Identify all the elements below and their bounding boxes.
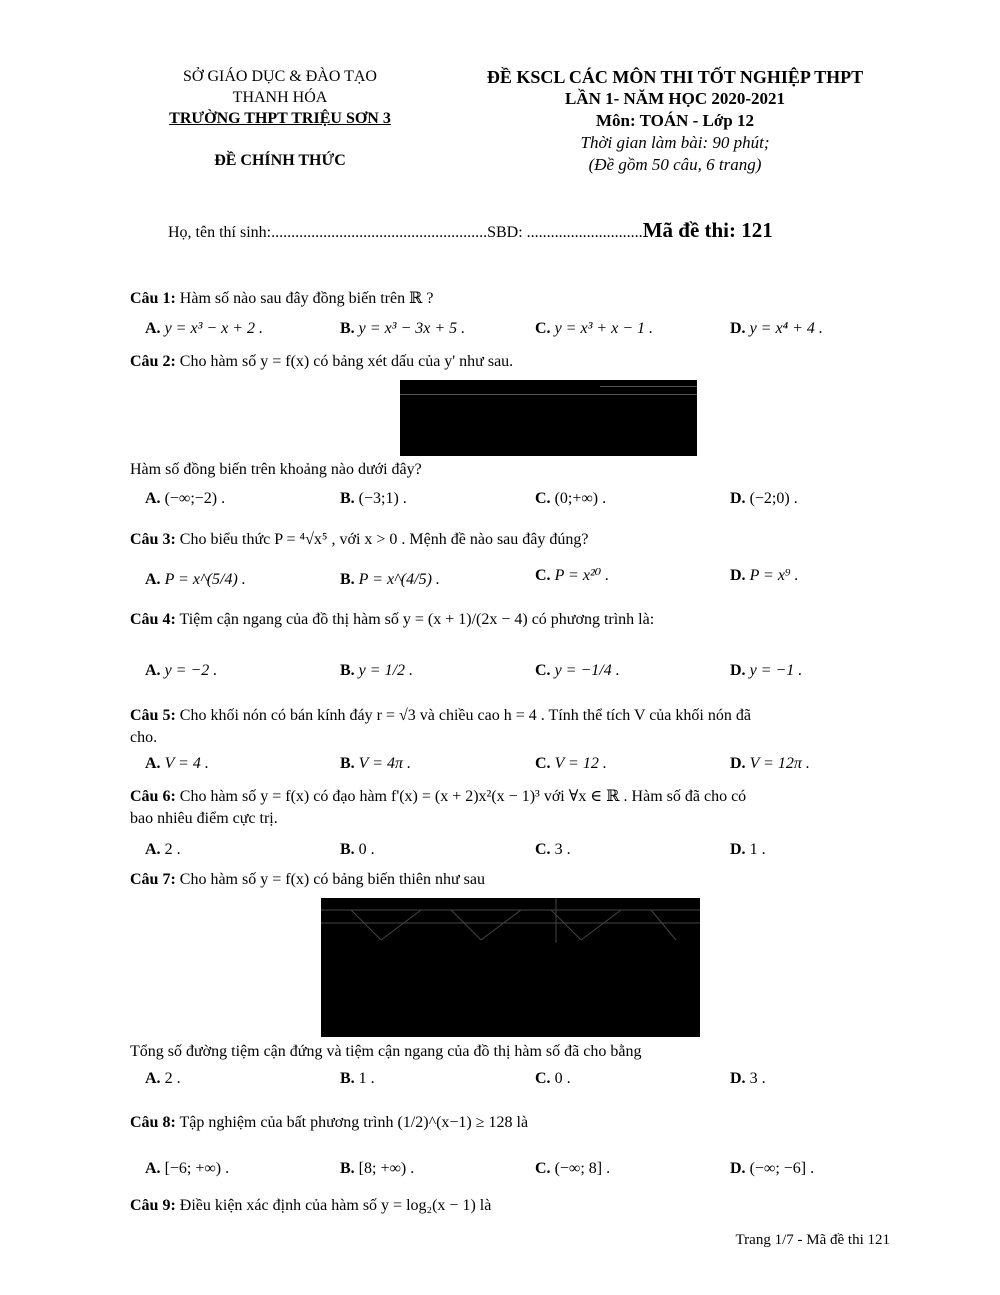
official-label: ĐỀ CHÍNH THỨC bbox=[214, 152, 346, 169]
q3-option-c: C. P = x²⁰ . bbox=[535, 567, 610, 584]
question-8 bbox=[130, 1112, 870, 1134]
variation-table-lines bbox=[321, 898, 700, 948]
q1-option-d: D. y = x⁴ + 4 . bbox=[730, 320, 823, 337]
dept-line1: SỞ GIÁO DỤC & ĐÀO TẠO bbox=[183, 68, 377, 85]
question-text: Cho khối nón có bán kính đáy r = √3 và chiều cao h = 4 . Tính thể tích V của khối nón đã bbox=[179, 707, 751, 724]
question-text: Điều kiện xác định của hàm số y = log₂(x − 1) là bbox=[179, 1197, 492, 1214]
exam-title: ĐỀ KSCL CÁC MÔN THI TỐT NGHIỆP THPT bbox=[486, 67, 864, 87]
q5-option-a: A. V = 4 . bbox=[145, 755, 209, 772]
header-right bbox=[450, 66, 900, 176]
q1-option-b: B. y = x³ − 3x + 5 . bbox=[340, 320, 466, 337]
question-text-cont: bao nhiêu điểm cực trị. bbox=[130, 810, 278, 827]
q4-option-c: C. y = −1/4 . bbox=[535, 662, 620, 679]
question-label: Câu 1: bbox=[130, 290, 176, 307]
exam-code: Mã đề thi: 121 bbox=[642, 218, 773, 242]
exam-subject: Môn: TOÁN - Lớp 12 bbox=[595, 111, 755, 130]
exam-page-count: (Đề gồm 50 câu, 6 trang) bbox=[588, 155, 762, 174]
question-text: Cho biểu thức P = ⁴√x⁵ , với x > 0 . Mệnh đề nào sau đây đúng? bbox=[179, 531, 589, 548]
question-7 bbox=[130, 869, 870, 891]
sign-table-image bbox=[400, 380, 697, 456]
q2-option-d: D. (−2;0) . bbox=[730, 490, 798, 507]
question-text: Tiệm cận ngang của đồ thị hàm số y = (x + 1)/(2x − 4) có phương trình là: bbox=[179, 611, 655, 628]
question-label: Câu 8: bbox=[130, 1114, 176, 1131]
q4-option-b: B. y = 1/2 . bbox=[340, 662, 414, 679]
q2-option-a: A. (−∞;−2) . bbox=[145, 490, 226, 507]
question-2-prompt: Hàm số đồng biến trên khoảng nào dưới đây? bbox=[130, 461, 422, 478]
q7-option-b: B. 1 . bbox=[340, 1070, 375, 1087]
q2-option-b: B. (−3;1) . bbox=[340, 490, 407, 507]
q2-option-c: C. (0;+∞) . bbox=[535, 490, 607, 507]
q6-option-d: D. 1 . bbox=[730, 841, 766, 858]
exam-time: Thời gian làm bài: 90 phút; bbox=[580, 133, 770, 152]
question-7-prompt: Tổng số đường tiệm cận đứng và tiệm cận ngang của đồ thị hàm số đã cho bằng bbox=[130, 1043, 642, 1060]
q1-option-a: A. y = x³ − x + 2 . bbox=[145, 320, 264, 337]
q5-option-d: D. V = 12π . bbox=[730, 755, 810, 772]
candidate-line bbox=[168, 218, 773, 243]
q6-option-c: C. 3 . bbox=[535, 841, 571, 858]
question-2 bbox=[130, 351, 870, 373]
question-label: Câu 5: bbox=[130, 707, 176, 724]
question-9 bbox=[130, 1195, 870, 1217]
exam-round: LẦN 1- NĂM HỌC 2020-2021 bbox=[564, 89, 786, 108]
candidate-fields: Họ, tên thí sinh:......................................................SBD: ............................. bbox=[168, 224, 643, 241]
question-text: Hàm số nào sau đây đồng biến trên ℝ ? bbox=[179, 290, 434, 307]
q4-option-d: D. y = −1 . bbox=[730, 662, 803, 679]
q3-option-b: B. P = x^(4/5) . bbox=[340, 571, 440, 588]
q5-option-c: C. V = 12 . bbox=[535, 755, 607, 772]
q8-option-c: C. (−∞; 8] . bbox=[535, 1160, 611, 1177]
question-label: Câu 4: bbox=[130, 611, 176, 628]
question-text: Cho hàm số y = f(x) có đạo hàm f'(x) = (x + 2)x²(x − 1)³ với ∀x ∈ ℝ . Hàm số đã cho có bbox=[179, 788, 747, 805]
q8-option-d: D. (−∞; −6] . bbox=[730, 1160, 815, 1177]
q3-option-d: D. P = x⁹ . bbox=[730, 567, 799, 584]
variation-table-image bbox=[321, 898, 700, 1037]
question-label: Câu 6: bbox=[130, 788, 176, 805]
question-text: Cho hàm số y = f(x) có bảng biến thiên như sau bbox=[179, 871, 485, 888]
q8-option-b: B. [8; +∞) . bbox=[340, 1160, 415, 1177]
q7-option-d: D. 3 . bbox=[730, 1070, 766, 1087]
page-footer: Trang 1/7 - Mã đề thi 121 bbox=[735, 1232, 890, 1248]
question-3 bbox=[130, 529, 870, 551]
dept-line2: THANH HÓA bbox=[232, 89, 328, 106]
q8-option-a: A. [−6; +∞) . bbox=[145, 1160, 230, 1177]
question-6 bbox=[130, 786, 870, 830]
question-text: Tập nghiệm của bất phương trình (1/2)^(x−1) ≥ 128 là bbox=[179, 1114, 529, 1131]
question-1 bbox=[130, 288, 870, 310]
q6-option-b: B. 0 . bbox=[340, 841, 375, 858]
school-name: TRƯỜNG THPT TRIỆU SƠN 3 bbox=[169, 110, 391, 127]
q5-option-b: B. V = 4π . bbox=[340, 755, 411, 772]
question-4 bbox=[130, 609, 870, 631]
q4-option-a: A. y = −2 . bbox=[145, 662, 218, 679]
question-label: Câu 7: bbox=[130, 871, 176, 888]
q1-option-c: C. y = x³ + x − 1 . bbox=[535, 320, 654, 337]
q7-option-a: A. 2 . bbox=[145, 1070, 181, 1087]
q7-option-c: C. 0 . bbox=[535, 1070, 571, 1087]
question-text: Cho hàm số y = f(x) có bảng xét dấu của y' như sau. bbox=[179, 353, 514, 370]
question-label: Câu 2: bbox=[130, 353, 176, 370]
header-left bbox=[130, 66, 430, 171]
q3-option-a: A. P = x^(5/4) . bbox=[145, 571, 246, 588]
question-label: Câu 3: bbox=[130, 531, 176, 548]
question-text-cont: cho. bbox=[130, 729, 158, 746]
question-label: Câu 9: bbox=[130, 1197, 176, 1214]
q6-option-a: A. 2 . bbox=[145, 841, 181, 858]
question-5 bbox=[130, 705, 870, 749]
